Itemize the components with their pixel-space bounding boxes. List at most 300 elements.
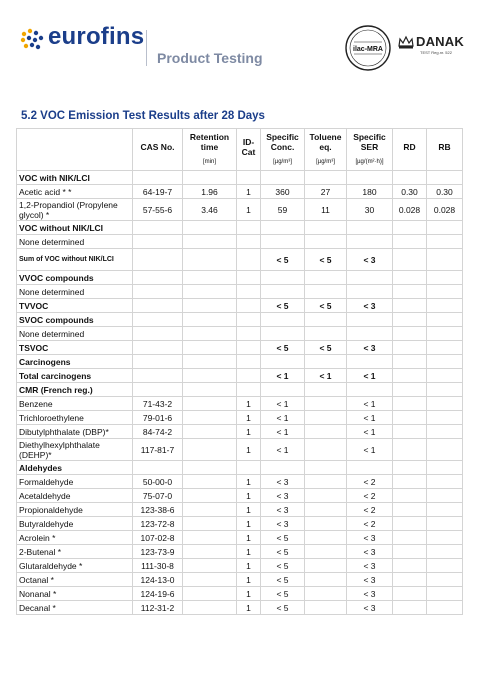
table-cell: Decanal *	[17, 601, 133, 615]
table-cell	[347, 313, 393, 327]
table-cell	[393, 517, 427, 531]
table-cell	[133, 383, 183, 397]
table-row	[17, 573, 463, 587]
table-cell: 1,2-Propandiol (Propylene glycol) *	[17, 199, 133, 221]
category-row	[17, 221, 463, 235]
table-cell	[393, 601, 427, 615]
table-header-row	[17, 129, 463, 171]
column-header-unit: [µg/m³]	[273, 159, 292, 165]
table-cell	[183, 425, 237, 439]
table-cell	[261, 221, 305, 235]
table-cell	[427, 171, 463, 185]
table-cell	[427, 489, 463, 503]
table-cell	[427, 425, 463, 439]
table-cell: 112-31-2	[133, 601, 183, 615]
table-cell	[183, 327, 237, 341]
table-cell: < 5	[261, 545, 305, 559]
table-cell	[133, 249, 183, 271]
table-cell	[183, 355, 237, 369]
table-cell	[237, 313, 261, 327]
table-cell	[133, 171, 183, 185]
table-cell: 1	[237, 503, 261, 517]
table-cell	[393, 271, 427, 285]
table-cell: < 5	[261, 573, 305, 587]
table-cell	[305, 545, 347, 559]
table-cell	[393, 545, 427, 559]
table-cell	[427, 383, 463, 397]
table-cell	[183, 171, 237, 185]
table-cell: Acrolein *	[17, 531, 133, 545]
table-row	[17, 369, 463, 383]
table-cell	[183, 341, 237, 355]
table-cell	[305, 411, 347, 425]
table-cell: CMR (French reg.)	[17, 383, 133, 397]
table-cell	[393, 559, 427, 573]
table-cell	[347, 327, 393, 341]
table-cell: 50-00-0	[133, 475, 183, 489]
table-cell: < 1	[261, 411, 305, 425]
table-cell: < 3	[261, 503, 305, 517]
table-cell: TSVOC	[17, 341, 133, 355]
table-cell: < 3	[261, 489, 305, 503]
table-cell	[133, 299, 183, 313]
table-row	[17, 489, 463, 503]
table-cell	[183, 545, 237, 559]
table-cell: < 3	[347, 559, 393, 573]
table-cell	[393, 355, 427, 369]
table-row	[17, 517, 463, 531]
table-cell: < 2	[347, 503, 393, 517]
table-cell	[393, 285, 427, 299]
table-cell	[261, 327, 305, 341]
table-cell: < 3	[347, 531, 393, 545]
table-cell	[347, 355, 393, 369]
table-row	[17, 411, 463, 425]
table-cell: 124-13-0	[133, 573, 183, 587]
table-cell: 59	[261, 199, 305, 221]
table-cell: Acetic acid * *	[17, 185, 133, 199]
table-cell	[237, 235, 261, 249]
table-cell	[133, 327, 183, 341]
table-cell: < 1	[305, 369, 347, 383]
table-cell	[183, 383, 237, 397]
column-header	[393, 129, 427, 171]
table-cell: < 1	[347, 411, 393, 425]
table-cell	[393, 587, 427, 601]
table-cell	[305, 531, 347, 545]
table-cell: 117-81-7	[133, 439, 183, 461]
table-cell: < 1	[347, 425, 393, 439]
table-row	[17, 341, 463, 355]
table-cell: Propionaldehyde	[17, 503, 133, 517]
table-cell: < 5	[305, 341, 347, 355]
table-cell	[183, 271, 237, 285]
header-divider	[146, 30, 147, 66]
column-header-label: ID-Cat	[241, 137, 256, 157]
table-cell	[183, 461, 237, 475]
table-cell	[427, 573, 463, 587]
ilac-mra-seal-icon	[344, 24, 392, 72]
category-row	[17, 271, 463, 285]
table-cell	[183, 299, 237, 313]
table-cell: 1	[237, 559, 261, 573]
column-header-label: Toluene eq.	[309, 132, 342, 152]
table-cell: 71-43-2	[133, 397, 183, 411]
table-cell: 30	[347, 199, 393, 221]
table-cell	[393, 249, 427, 271]
category-row	[17, 355, 463, 369]
table-cell	[183, 573, 237, 587]
accreditor-name: DANAK	[416, 34, 464, 49]
table-cell: 84-74-2	[133, 425, 183, 439]
brand-name: eurofins	[48, 23, 145, 50]
column-header-label: Retention time	[189, 132, 230, 152]
accreditor-registration: TEST Reg.nr. 522	[420, 50, 452, 55]
category-row	[17, 461, 463, 475]
table-cell	[305, 601, 347, 615]
table-cell: 111-30-8	[133, 559, 183, 573]
column-header	[17, 129, 133, 171]
table-cell	[427, 461, 463, 475]
table-cell: < 1	[347, 369, 393, 383]
table-cell: 1	[237, 587, 261, 601]
table-cell	[305, 221, 347, 235]
table-cell: 1	[237, 185, 261, 199]
column-header-unit: [µg/m³]	[316, 159, 335, 165]
table-cell	[305, 355, 347, 369]
table-cell: Carcinogens	[17, 355, 133, 369]
table-cell: 123-72-8	[133, 517, 183, 531]
table-cell	[427, 475, 463, 489]
table-cell	[393, 531, 427, 545]
table-cell: < 3	[347, 299, 393, 313]
table-cell: < 5	[261, 587, 305, 601]
table-cell: < 1	[347, 439, 393, 461]
table-row	[17, 185, 463, 199]
table-cell: < 1	[261, 369, 305, 383]
danak-crown-icon	[397, 34, 415, 50]
table-row	[17, 545, 463, 559]
table-cell	[305, 271, 347, 285]
table-cell	[393, 439, 427, 461]
table-cell	[427, 285, 463, 299]
table-cell: Nonanal *	[17, 587, 133, 601]
table-cell: 57-55-6	[133, 199, 183, 221]
table-cell	[427, 299, 463, 313]
table-cell	[305, 517, 347, 531]
table-cell	[393, 341, 427, 355]
table-cell	[133, 461, 183, 475]
column-header-label: Specific SER	[353, 132, 386, 152]
column-header-label: Specific Conc.	[266, 132, 299, 152]
table-cell	[183, 531, 237, 545]
table-cell	[237, 369, 261, 383]
report-header	[0, 0, 490, 90]
table-cell: VOC without NIK/LCI	[17, 221, 133, 235]
table-cell	[261, 285, 305, 299]
column-header-label: CAS No.	[140, 142, 175, 152]
table-cell	[427, 559, 463, 573]
table-cell: 123-73-9	[133, 545, 183, 559]
table-cell	[347, 171, 393, 185]
table-cell: < 2	[347, 475, 393, 489]
table-cell: 1	[237, 531, 261, 545]
table-row	[17, 285, 463, 299]
table-row	[17, 531, 463, 545]
table-cell: < 1	[261, 397, 305, 411]
table-cell	[427, 249, 463, 271]
table-cell	[393, 489, 427, 503]
table-cell: < 5	[261, 249, 305, 271]
table-cell	[305, 461, 347, 475]
table-cell	[305, 397, 347, 411]
table-cell	[261, 383, 305, 397]
table-cell: Benzene	[17, 397, 133, 411]
table-cell	[427, 369, 463, 383]
section-title: 5.2 VOC Emission Test Results after 28 Days	[21, 110, 265, 122]
table-cell: Glutaraldehyde *	[17, 559, 133, 573]
table-cell	[427, 439, 463, 461]
table-cell	[183, 601, 237, 615]
table-cell	[347, 221, 393, 235]
table-cell	[427, 355, 463, 369]
table-cell: < 5	[261, 559, 305, 573]
table-cell: < 5	[261, 601, 305, 615]
table-cell	[393, 425, 427, 439]
table-cell	[237, 355, 261, 369]
table-cell	[133, 313, 183, 327]
table-cell: < 3	[261, 517, 305, 531]
table-cell	[427, 313, 463, 327]
table-cell: 64-19-7	[133, 185, 183, 199]
table-cell	[237, 221, 261, 235]
table-row	[17, 439, 463, 461]
table-cell: < 3	[347, 601, 393, 615]
table-cell	[427, 341, 463, 355]
table-cell: None determined	[17, 327, 133, 341]
table-cell: Butyraldehyde	[17, 517, 133, 531]
table-cell	[305, 285, 347, 299]
table-cell	[305, 235, 347, 249]
column-header	[183, 129, 237, 171]
table-cell	[347, 271, 393, 285]
table-cell: Formaldehyde	[17, 475, 133, 489]
table-cell: 2-Butenal *	[17, 545, 133, 559]
table-cell	[393, 503, 427, 517]
table-cell: 1	[237, 397, 261, 411]
table-cell	[183, 397, 237, 411]
table-cell: 1	[237, 411, 261, 425]
table-cell: Total carcinogens	[17, 369, 133, 383]
table-cell	[393, 221, 427, 235]
table-cell: 79-01-6	[133, 411, 183, 425]
table-cell	[393, 397, 427, 411]
column-header-label: RB	[438, 142, 451, 152]
table-cell	[237, 271, 261, 285]
table-cell	[427, 503, 463, 517]
table-cell	[305, 489, 347, 503]
table-cell	[183, 369, 237, 383]
table-cell	[237, 341, 261, 355]
table-cell: 1.96	[183, 185, 237, 199]
table-cell	[393, 235, 427, 249]
table-row	[17, 299, 463, 313]
table-cell: 123-38-6	[133, 503, 183, 517]
table-cell: 124-19-6	[133, 587, 183, 601]
table-row	[17, 327, 463, 341]
table-cell: < 3	[347, 573, 393, 587]
table-cell	[183, 503, 237, 517]
table-cell: None determined	[17, 235, 133, 249]
table-cell: TVVOC	[17, 299, 133, 313]
table-row	[17, 503, 463, 517]
table-cell: 180	[347, 185, 393, 199]
table-cell	[237, 249, 261, 271]
column-header	[133, 129, 183, 171]
table-row	[17, 587, 463, 601]
table-cell: 1	[237, 545, 261, 559]
table-cell: 1	[237, 517, 261, 531]
table-cell	[305, 503, 347, 517]
table-cell	[347, 383, 393, 397]
column-header	[261, 129, 305, 171]
table-cell: VVOC compounds	[17, 271, 133, 285]
table-cell: 11	[305, 199, 347, 221]
table-cell	[305, 171, 347, 185]
table-cell	[183, 249, 237, 271]
table-cell: < 3	[347, 545, 393, 559]
table-cell	[261, 171, 305, 185]
table-cell: < 1	[261, 425, 305, 439]
table-cell	[133, 341, 183, 355]
table-cell	[133, 369, 183, 383]
table-cell: < 2	[347, 517, 393, 531]
table-cell: VOC with NIK/LCI	[17, 171, 133, 185]
table-cell: Octanal *	[17, 573, 133, 587]
table-cell	[133, 235, 183, 249]
table-cell	[393, 171, 427, 185]
table-cell	[237, 327, 261, 341]
table-cell	[427, 271, 463, 285]
table-cell	[133, 271, 183, 285]
table-cell: 0.028	[393, 199, 427, 221]
table-cell: 0.30	[393, 185, 427, 199]
table-cell: 1	[237, 573, 261, 587]
column-header-unit: [min]	[202, 159, 216, 165]
table-cell	[305, 587, 347, 601]
category-row	[17, 383, 463, 397]
table-row	[17, 425, 463, 439]
table-cell: 360	[261, 185, 305, 199]
table-cell: < 5	[305, 299, 347, 313]
table-cell	[133, 285, 183, 299]
accreditation-label: ilac-MRA	[353, 46, 383, 53]
column-header	[305, 129, 347, 171]
table-cell	[393, 411, 427, 425]
table-cell: Sum of VOC without NIK/LCI	[17, 249, 133, 271]
table-cell: < 5	[305, 249, 347, 271]
table-cell: < 2	[347, 489, 393, 503]
table-cell	[261, 271, 305, 285]
table-cell	[393, 299, 427, 313]
table-cell	[305, 327, 347, 341]
table-row	[17, 235, 463, 249]
table-cell	[393, 461, 427, 475]
table-cell	[305, 475, 347, 489]
table-cell	[393, 573, 427, 587]
table-cell	[261, 313, 305, 327]
table-row	[17, 199, 463, 221]
table-cell	[305, 573, 347, 587]
table-cell	[427, 531, 463, 545]
table-cell	[305, 425, 347, 439]
table-cell	[183, 489, 237, 503]
table-cell: 27	[305, 185, 347, 199]
table-cell	[427, 545, 463, 559]
table-cell: 1	[237, 475, 261, 489]
column-header-label: RD	[403, 142, 416, 152]
table-cell	[237, 461, 261, 475]
table-cell: 1	[237, 601, 261, 615]
table-cell: None determined	[17, 285, 133, 299]
table-row	[17, 397, 463, 411]
column-header	[427, 129, 463, 171]
table-cell	[237, 171, 261, 185]
table-cell: < 5	[261, 531, 305, 545]
table-body	[17, 171, 463, 615]
table-cell: < 3	[347, 587, 393, 601]
table-cell	[237, 299, 261, 313]
table-cell: Aldehydes	[17, 461, 133, 475]
table-cell	[261, 235, 305, 249]
table-cell	[427, 517, 463, 531]
table-cell: < 3	[347, 249, 393, 271]
table-cell: < 3	[347, 341, 393, 355]
table-cell	[393, 313, 427, 327]
column-header-unit: [µg/(m²·h)]	[355, 159, 384, 165]
table-cell	[427, 327, 463, 341]
table-cell	[133, 355, 183, 369]
table-cell	[347, 285, 393, 299]
table-cell	[305, 383, 347, 397]
table-cell: < 1	[261, 439, 305, 461]
table-cell: 1	[237, 489, 261, 503]
table-cell: 1	[237, 439, 261, 461]
table-row	[17, 601, 463, 615]
table-cell	[183, 221, 237, 235]
table-cell: 107-02-8	[133, 531, 183, 545]
table-row	[17, 475, 463, 489]
table-row	[17, 249, 463, 271]
table-cell: 1	[237, 425, 261, 439]
table-cell	[183, 475, 237, 489]
brand-tagline: Product Testing	[157, 50, 263, 66]
category-row	[17, 171, 463, 185]
table-cell	[183, 285, 237, 299]
table-cell: Diethylhexylphthalate (DEHP)*	[17, 439, 133, 461]
table-cell	[183, 235, 237, 249]
table-cell	[183, 559, 237, 573]
table-cell	[183, 411, 237, 425]
table-cell	[133, 221, 183, 235]
table-cell	[393, 369, 427, 383]
table-cell	[427, 235, 463, 249]
table-cell	[305, 313, 347, 327]
table-cell	[427, 601, 463, 615]
table-cell: < 1	[347, 397, 393, 411]
table-cell: < 5	[261, 299, 305, 313]
table-cell: 0.028	[427, 199, 463, 221]
